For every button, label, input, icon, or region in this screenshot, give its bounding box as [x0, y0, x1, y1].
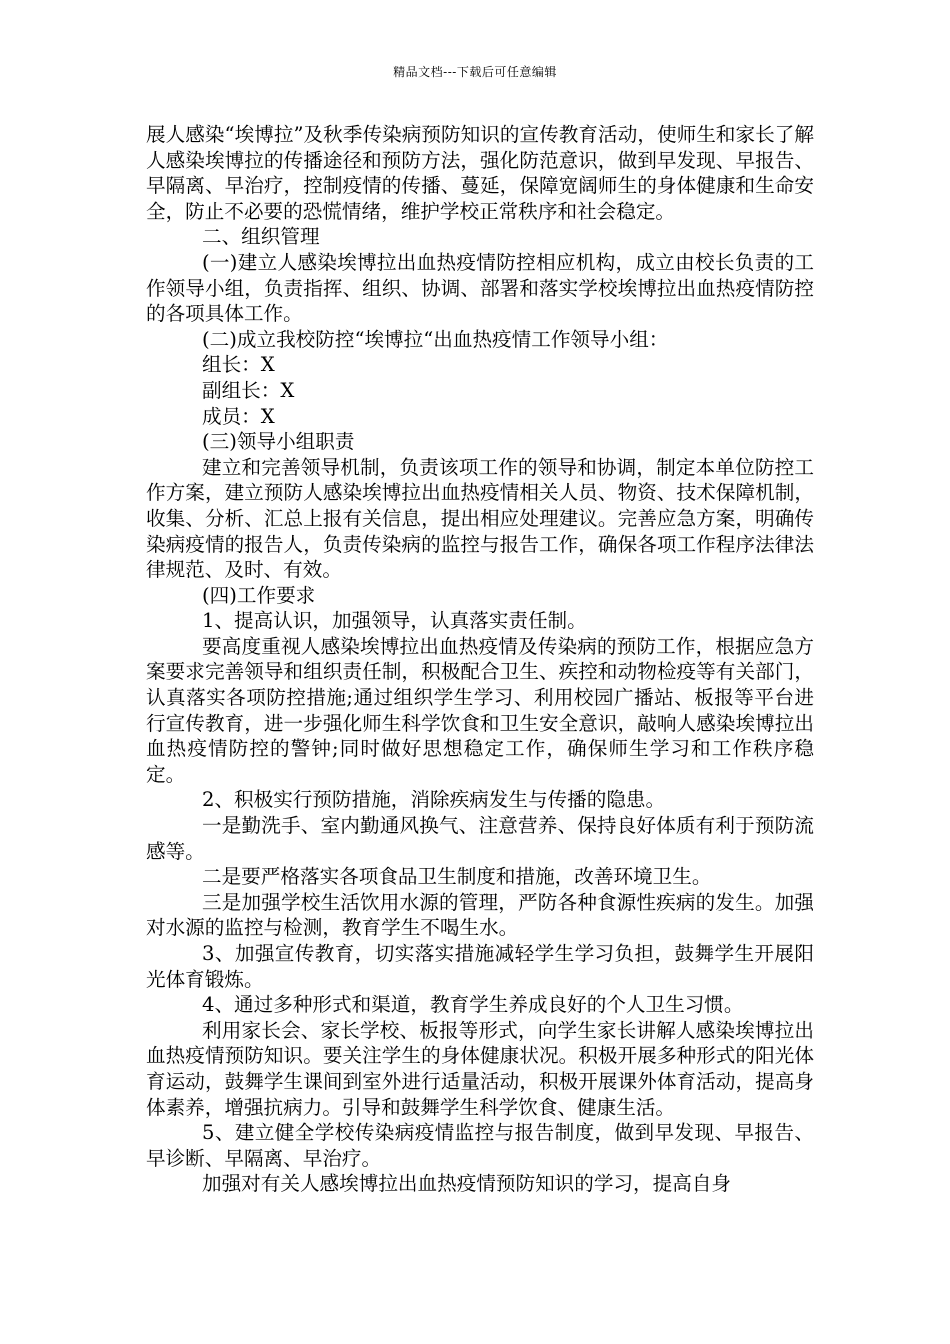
paragraph: 利用家长会、家长学校、板报等形式，向学生家长讲解人感染埃博拉出血热疫情预防知识。要关注学生的身体健康状况。积极开展多种形式的阳光体育运动，鼓舞学生课间到室外进行适量活动，积极开展课外体育活动，提高身体素养，增强抗病力。引导和鼓舞学生科学饮食、健康生活。 [146, 1018, 814, 1119]
paragraph: 二、组织管理 [202, 225, 320, 249]
paragraph: (二)成立我校防控“埃博拉“出血热疫情工作领导小组： [202, 327, 669, 351]
paragraph: 2、积极实行预防措施，消除疾病发生与传播的隐患。 [202, 788, 666, 812]
paragraph: 1、提高认识，加强领导，认真落实责任制。 [202, 609, 587, 633]
paragraph: 4、通过多种形式和渠道，教育学生养成良好的个人卫生习惯。 [202, 993, 744, 1017]
paragraph: (一)建立人感染埃博拉出血热疫情防控相应机构，成立由校长负责的工作领导小组，负责指挥、组织、协调、部署和落实学校埃博拉出血热疫情防控的各项具体工作。 [146, 250, 814, 326]
paragraph: 5、建立健全学校传染病疫情监控与报告制度，做到早发现、早报告、早诊断、早隔离、早治疗。 [146, 1121, 814, 1170]
paragraph: 3、加强宣传教育，切实落实措施减轻学生学习负担，鼓舞学生开展阳光体育锻炼。 [146, 942, 814, 991]
paragraph: 副组长：X [202, 378, 295, 402]
paragraph: 组长：X [202, 353, 275, 377]
paragraph: 要高度重视人感染埃博拉出血热疫情及传染病的预防工作，根据应急方案要求完善领导和组织责任制，积极配合卫生、疾控和动物检疫等有关部门，认真落实各项防控措施;通过组织学生学习、利用校园广播站、板报等平台进行宣传教育，进一步强化师生科学饮食和卫生安全意识，敲响人感染埃博拉出血热疫情防控的警钟;同时做好思想稳定工作，确保师生学习和工作秩序稳定。 [146, 634, 814, 786]
document-body [146, 122, 814, 1197]
paragraph: 展人感染“埃博拉”及秋季传染病预防知识的宣传教育活动，使师生和家长了解人感染埃博拉的传播途径和预防方法，强化防范意识，做到早发现、早报告、早隔离、早治疗，控制疫情的传播、蔓延，保障宽阔师生的身体健康和生命安全，防止不必要的恐慌情绪，维护学校正常秩序和社会稳定。 [146, 123, 814, 223]
paragraph: 二是要严格落实各项食品卫生制度和措施，改善环境卫生。 [202, 865, 712, 889]
paragraph: 成员：X [202, 404, 275, 428]
paragraph: (四)工作要求 [202, 583, 316, 607]
paragraph: 三是加强学校生活饮用水源的管理，严防各种食源性疾病的发生。加强对水源的监控与检测，教育学生不喝生水。 [146, 890, 814, 940]
paragraph: (三)领导小组职责 [202, 430, 355, 454]
paragraph: 建立和完善领导机制，负责该项工作的领导和协调，制定本单位防控工作方案，建立预防人感染埃博拉出血热疫情相关人员、物资、技术保障机制，收集、分析、汇总上报有关信息，提出相应处理建议。完善应急方案，明确传染病疫情的报告人，负责传染病的监控与报告工作，确保各项工作程序法律法律规范、及时、有效。 [146, 455, 814, 582]
page-header: 精品文档---下载后可任意编辑 [393, 65, 557, 79]
paragraph: 一是勤洗手、室内勤通风换气、注意营养、保持良好体质有利于预防流感等。 [146, 814, 814, 863]
paragraph: 加强对有关人感埃博拉出血热疫情预防知识的学习，提高自身 [202, 1172, 732, 1196]
